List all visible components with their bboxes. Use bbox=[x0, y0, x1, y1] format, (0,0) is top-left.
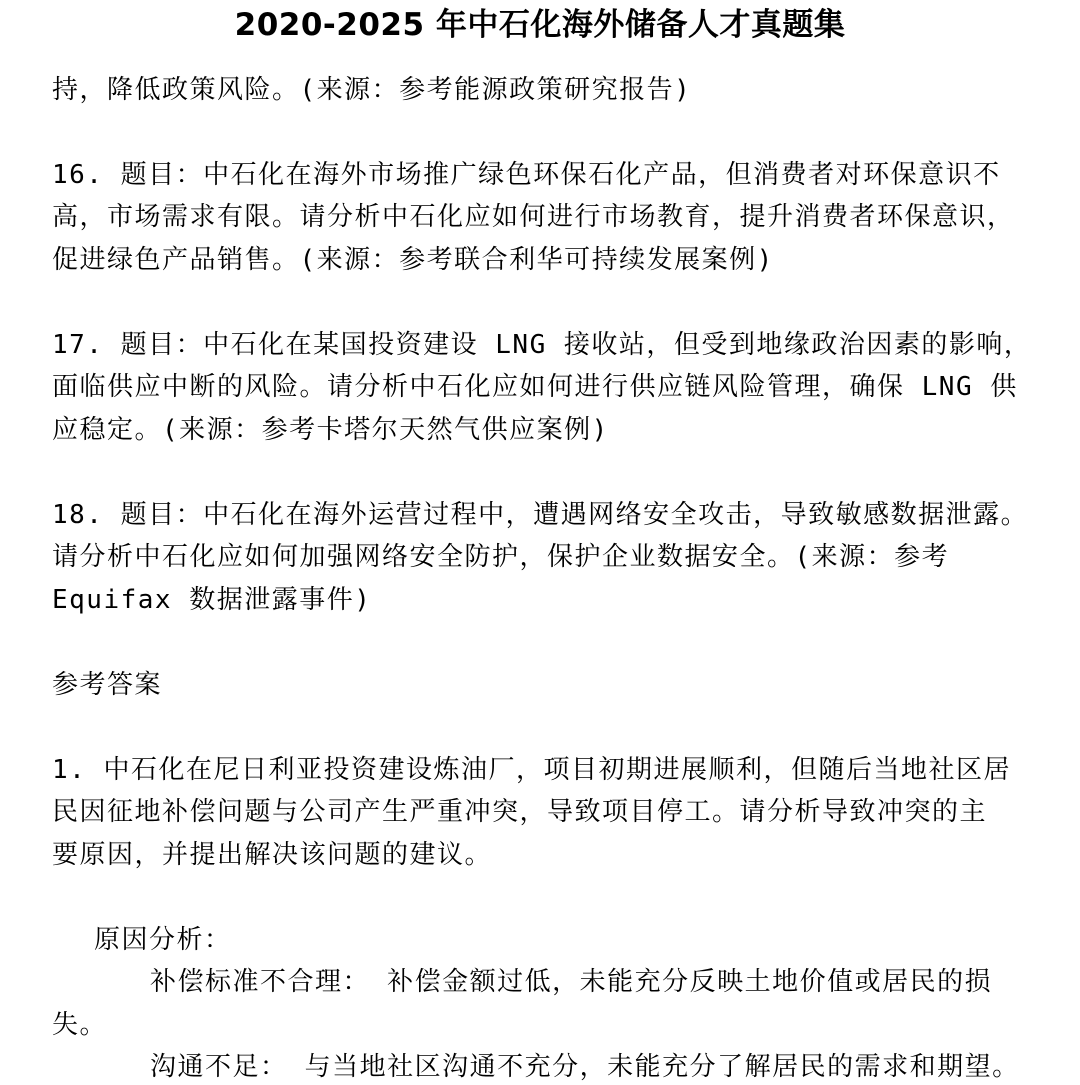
question-16-line-1: 16. 题目：中石化在海外市场推广绿色环保石化产品，但消费者对环保意识不 bbox=[52, 160, 1001, 190]
question-17-line-1: 17. 题目：中石化在某国投资建设 LNG 接收站，但受到地缘政治因素的影响， bbox=[52, 330, 1032, 360]
answer-1-question-line-2: 民因征地补偿问题与公司产生严重冲突，导致项目停工。请分析导致冲突的主 bbox=[52, 797, 988, 827]
question-18-line-1: 18. 题目：中石化在海外运营过程中，遭遇网络安全攻击，导致敏感数据泄露。 bbox=[52, 500, 1029, 530]
question-16-line-2: 高，市场需求有限。请分析中石化应如何进行市场教育，提升消费者环保意识， bbox=[52, 202, 1015, 232]
question-17-line-2: 面临供应中断的风险。请分析中石化应如何进行供应链风险管理，确保 LNG 供 bbox=[52, 372, 1018, 402]
question-17-line-3: 应稳定。(来源：参考卡塔尔天然气供应案例) bbox=[52, 415, 609, 445]
question-18-line-2: 请分析中石化应如何加强网络安全防护，保护企业数据安全。(来源：参考 bbox=[52, 542, 950, 572]
reason-compensation-line-1: 补偿标准不合理： 补偿金额过低，未能充分反映土地价值或居民的损 bbox=[150, 967, 993, 997]
reason-compensation-line-2: 失。 bbox=[52, 1010, 108, 1040]
reason-communication-line: 沟通不足： 与当地社区沟通不充分，未能充分了解居民的需求和期望。 bbox=[150, 1052, 1020, 1082]
page-title: 2020-2025 年中石化海外储备人才真题集 bbox=[234, 7, 846, 43]
answer-1-question-line-1: 1. 中石化在尼日利亚投资建设炼油厂，项目初期进展顺利，但随后当地社区居 bbox=[52, 755, 1011, 785]
text-line-policy-risk-continuation: 持，降低政策风险。(来源：参考能源政策研究报告) bbox=[52, 75, 692, 105]
answer-section-heading: 参考答案 bbox=[52, 670, 163, 700]
question-16-line-3: 促进绿色产品销售。(来源：参考联合利华可持续发展案例) bbox=[52, 245, 774, 275]
reason-analysis-heading: 原因分析： bbox=[94, 925, 232, 955]
answer-1-question-line-3: 要原因，并提出解决该问题的建议。 bbox=[52, 840, 493, 870]
question-18-line-3: Equifax 数据泄露事件) bbox=[52, 585, 372, 615]
